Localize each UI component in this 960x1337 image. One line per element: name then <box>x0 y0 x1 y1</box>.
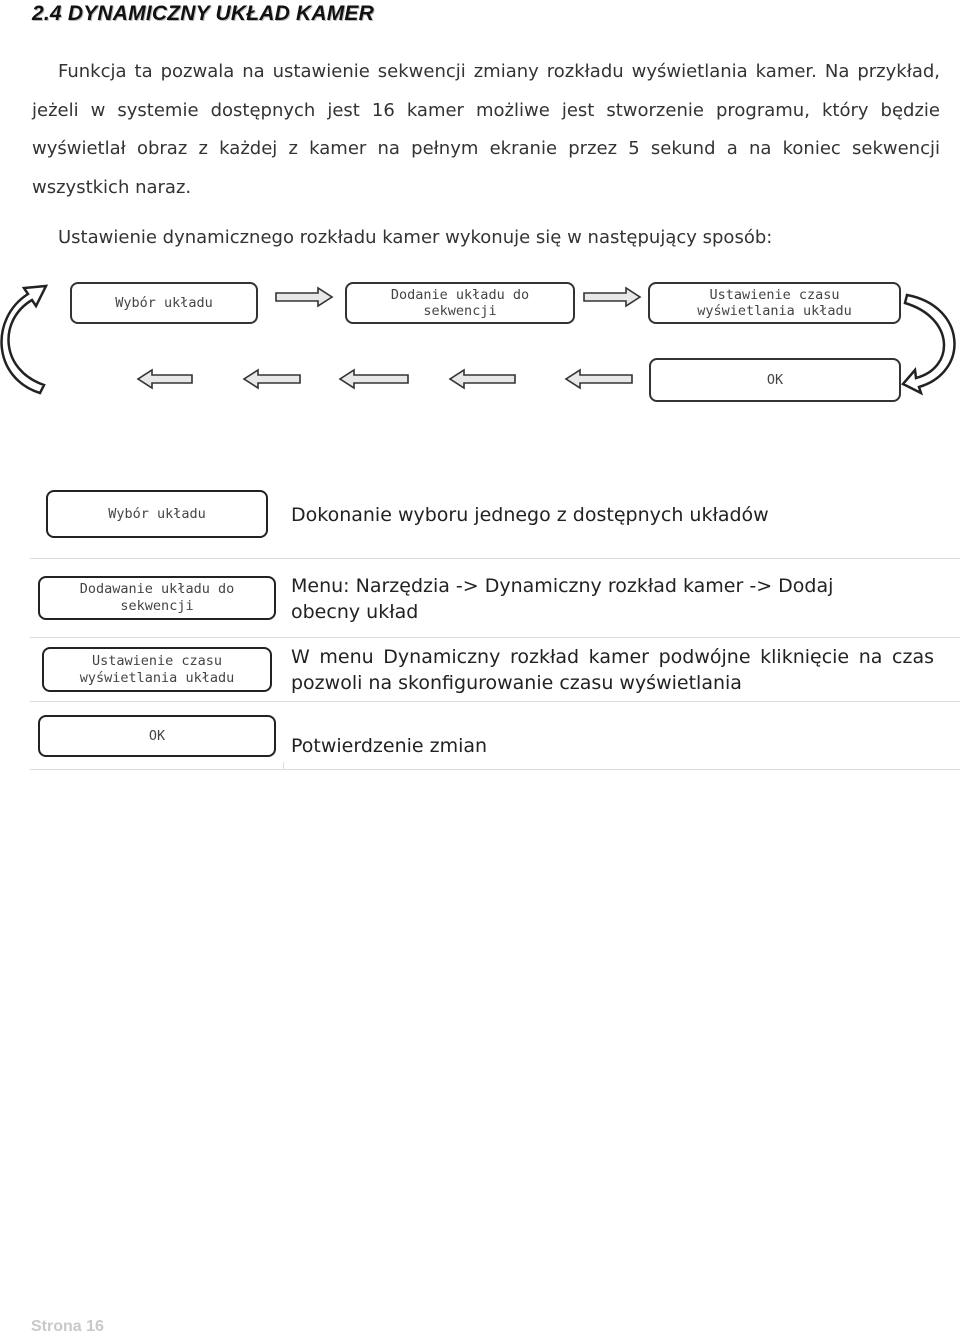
arrow-right-icon <box>276 288 332 306</box>
step-box-add-layout <box>38 576 276 620</box>
method-intro <box>32 219 940 258</box>
flow-step-set-time-line1: Ustawienie czasu <box>709 287 840 303</box>
row-divider <box>30 769 960 770</box>
row-divider <box>30 558 960 559</box>
curved-arrow-left-icon <box>2 286 46 393</box>
steps-table <box>0 480 960 780</box>
row-divider <box>30 701 960 702</box>
flow-step-add-layout-line1: Dodanie układu do <box>390 287 530 303</box>
step-box-set-time <box>42 647 272 692</box>
step-box-set-time-line1: Ustawienie czasu <box>91 652 223 669</box>
arrow-right-icon <box>584 288 640 306</box>
step-box-ok-label: OK <box>148 727 166 744</box>
step-box-set-time-line2: wyświetlania układu <box>79 669 235 686</box>
intro-paragraph-text: Funkcja ta pozwala na ustawienie sekwencji zmiany rozkładu wyświetlania kamer. Na przykład, jeżeli w systemie dostępnych jest 16 kamer możliwe jest stworzenie programu, który będzie wyświetlał obraz z każdej z kamer na pełnym ekranie przez 5 sekund a na koniec sekwencji wszystkich naraz. <box>32 61 940 198</box>
flow-diagram <box>0 270 960 420</box>
step-desc-select-layout: Dokonanie wyboru jednego z dostępnych układów <box>291 504 769 526</box>
step-box-add-layout-line1: Dodawanie układu do <box>79 581 235 597</box>
row-divider-tick <box>283 762 284 770</box>
flow-step-ok <box>649 358 901 402</box>
curved-arrow-right-icon <box>903 295 954 393</box>
step-box-add-layout-line2: sekwencji <box>120 598 194 614</box>
arrow-left-icon <box>138 370 192 388</box>
step-box-select-layout-label: Wybór układu <box>108 505 206 522</box>
step-desc-set-time: W menu Dynamiczny rozkład kamer podwójne kliknięcie na czas pozwoli na skonfigurowanie czasu wyświetlania <box>291 646 934 694</box>
method-intro-text: Ustawienie dynamicznego rozkładu kamer wykonuje się w następujący sposób: <box>58 227 773 248</box>
step-box-ok <box>38 715 276 757</box>
step-desc-add-layout: Menu: Narzędzia -> Dynamiczny rozkład kamer -> Dodaj obecny układ <box>291 575 834 623</box>
row-divider <box>30 637 960 638</box>
flow-step-set-time <box>648 282 901 324</box>
section-heading: 2.4 DYNAMICZNY UKŁAD KAMER <box>32 2 374 25</box>
flow-step-set-time-line2: wyświetlania układu <box>697 303 852 319</box>
arrow-left-icon <box>340 370 408 388</box>
step-desc-ok: Potwierdzenie zmian <box>291 735 488 757</box>
flow-step-select-layout <box>70 282 258 324</box>
arrow-left-icon <box>566 370 632 388</box>
flow-step-select-layout-label: Wybór układu <box>115 295 213 311</box>
flow-step-add-layout-line2: sekwencji <box>423 303 497 319</box>
flow-step-ok-label: OK <box>766 372 784 388</box>
page-number: Strona 16 <box>31 1318 104 1335</box>
flow-step-add-layout <box>345 282 575 324</box>
arrow-left-icon <box>450 370 515 388</box>
arrow-left-icon <box>244 370 300 388</box>
step-box-select-layout <box>46 490 268 538</box>
intro-paragraph <box>32 53 940 207</box>
